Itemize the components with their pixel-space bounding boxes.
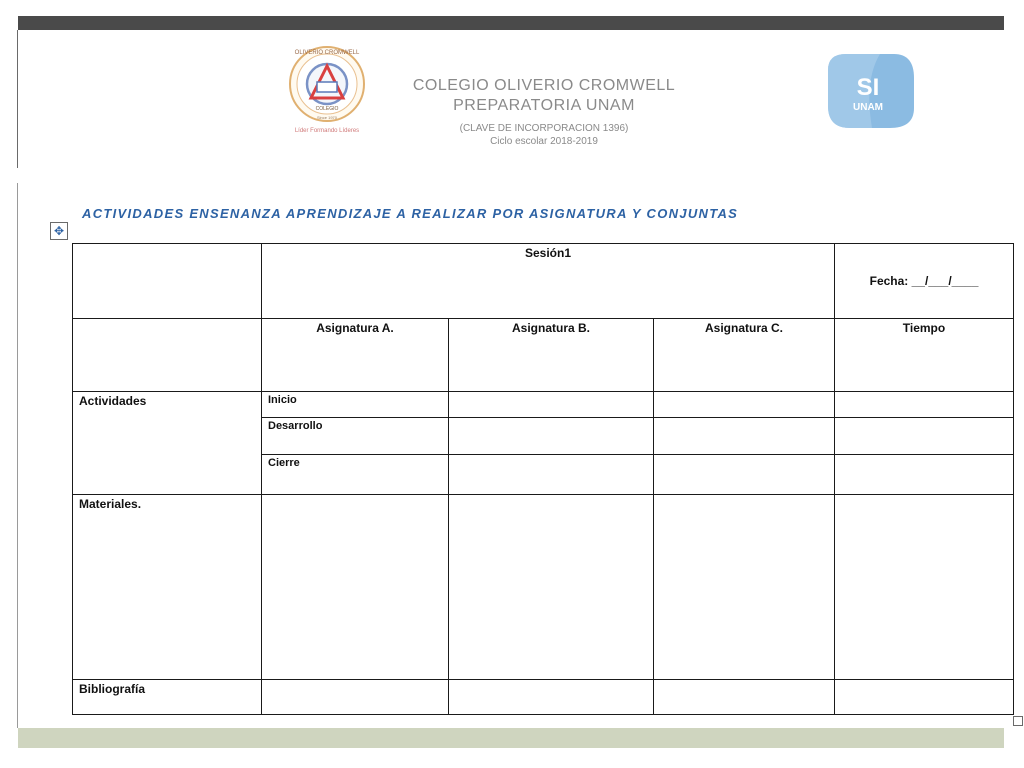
logo-ring-text: OLIVERIO CROMWELL [294,50,360,56]
incorporation-key: (CLAVE DE INCORPORACION 1396) [459,123,629,134]
si-logo-text: SI [856,74,880,101]
row-label-materials[interactable]: Materiales. [73,495,262,680]
school-logo [286,42,368,140]
bottom-border-bar [18,728,1004,748]
table-cell[interactable] [262,680,449,715]
row-label-activities[interactable]: Actividades [73,392,262,495]
table-cell[interactable] [449,455,654,495]
table-cell[interactable] [654,418,835,455]
si-logo-unam-text: UNAM [853,102,883,113]
left-margin-line [17,183,18,728]
table-row [73,392,1014,418]
school-header [372,76,716,148]
si-unam-logo [824,50,916,132]
table-cell[interactable] [654,455,835,495]
column-header-time[interactable]: Tiempo [835,319,1014,392]
table-row [73,244,1014,319]
table-row [73,495,1014,680]
table-cell[interactable] [262,495,449,680]
column-header-subject-b[interactable]: Asignatura B. [449,319,654,392]
school-subtitle: PREPARATORIA UNAM [453,97,635,114]
table-cell[interactable] [449,495,654,680]
logo-center-text: COLEGIO [315,106,339,112]
table-cell[interactable] [835,680,1014,715]
table-cell[interactable] [835,418,1014,455]
school-year: Ciclo escolar 2018-2019 [490,136,598,147]
column-header-subject-a[interactable]: Asignatura A. [262,319,449,392]
row-label-bibliography[interactable]: Bibliografía [73,680,262,715]
logo-since-text: Since 1970 [316,115,338,120]
table-cell[interactable] [73,319,262,392]
table-cell[interactable] [449,418,654,455]
phase-closing[interactable]: Cierre [262,455,449,495]
phase-start[interactable]: Inicio [262,392,449,418]
phase-development[interactable]: Desarrollo [262,418,449,455]
table-cell[interactable] [73,244,262,319]
table-cell[interactable] [654,680,835,715]
table-cell[interactable] [654,392,835,418]
left-margin-line [17,30,18,168]
document-title: ACTIVIDADES ENSENANZA APRENDIZAJE A REALIZAR POR ASIGNATURA Y CONJUNTAS [82,206,739,221]
session-header[interactable]: Sesión1 [262,244,835,319]
table-move-handle-icon[interactable]: ✥ [50,222,68,240]
logo-caption: Líder Formando Líderes [294,128,360,134]
school-name: COLEGIO OLIVERIO CROMWELL [412,77,676,94]
table-row [73,319,1014,392]
activities-table [72,243,1014,715]
table-resize-handle[interactable] [1013,716,1023,726]
table-cell[interactable] [654,495,835,680]
table-row [73,680,1014,715]
table-cell[interactable] [835,495,1014,680]
date-field[interactable]: Fecha: __/___/____ [835,244,1014,319]
column-header-subject-c[interactable]: Asignatura C. [654,319,835,392]
top-border-bar [18,16,1004,30]
table-cell[interactable] [835,455,1014,495]
table-cell[interactable] [835,392,1014,418]
table-cell[interactable] [449,392,654,418]
table-cell[interactable] [449,680,654,715]
